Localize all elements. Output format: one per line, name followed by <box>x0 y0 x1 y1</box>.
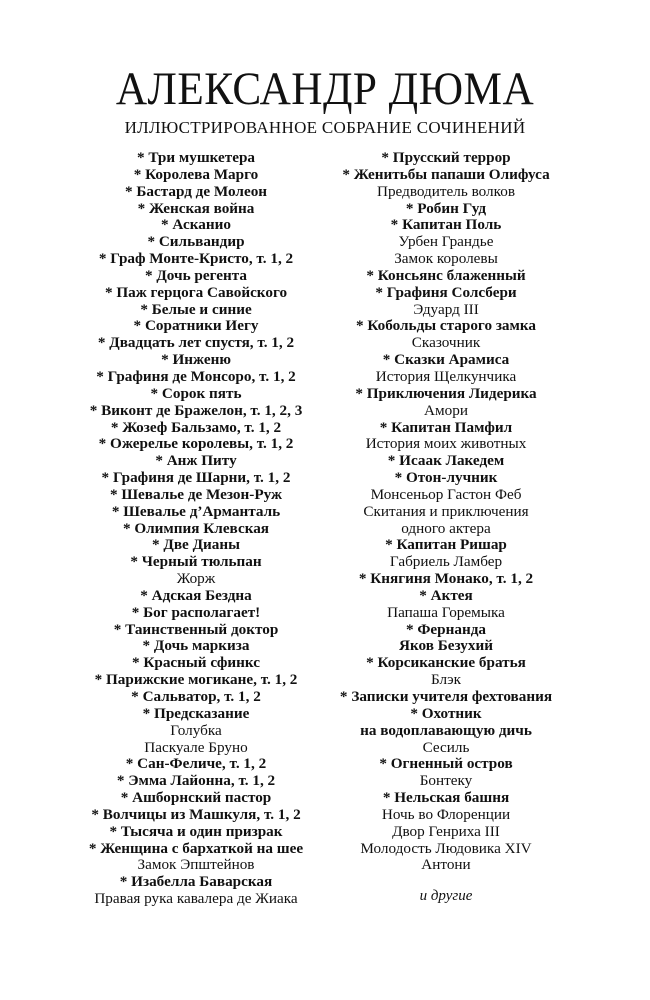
book-title: Яков Безухий <box>399 637 493 655</box>
book-title: Урбен Грандье <box>398 233 494 251</box>
book-title: * Робин Гуд <box>405 199 487 217</box>
book-title: Правая рука кавалера де Жиака <box>94 890 298 908</box>
book-title: Замок Эпштейнов <box>137 856 255 874</box>
book-title: * Капитан Памфил <box>379 418 513 436</box>
collection-subtitle: ИЛЛЮСТРИРОВАННОЕ СОБРАНИЕ СОЧИНЕНИЙ <box>124 118 526 137</box>
book-title: * Кобольды старого замка <box>355 317 536 335</box>
book-title: * Консьянс блаженный <box>366 266 526 284</box>
book-title: * Сильвандир <box>147 233 245 251</box>
book-title: * Бог располагает! <box>131 603 261 621</box>
book-title: Предводитель волков <box>377 182 515 200</box>
book-title: * Нельская башня <box>382 789 510 807</box>
book-title: одного актера <box>401 519 491 537</box>
book-title: * Бастард де Молеон <box>124 182 268 200</box>
book-title: Сесиль <box>422 738 470 756</box>
book-title: Ночь во Флоренции <box>381 805 511 823</box>
book-title: Антони <box>421 856 471 874</box>
book-title: * Записки учителя фехтования <box>339 688 553 705</box>
book-title: История Щелкунчика <box>375 367 517 385</box>
book-title: * Сорок пять <box>150 384 242 402</box>
book-title: Скитания и приключения <box>363 502 529 520</box>
book-title: * Огненный остров <box>379 755 513 773</box>
book-title: * Ашборнский пастор <box>120 789 272 807</box>
book-title: * Графиня де Монсоро, т. 1, 2 <box>96 367 296 385</box>
book-title: * Эмма Лайонна, т. 1, 2 <box>116 772 276 790</box>
book-title: Бонтеку <box>419 772 473 790</box>
book-title: * Граф Монте-Кристо, т. 1, 2 <box>98 250 294 268</box>
book-title: Замок королевы <box>394 250 498 268</box>
book-title: * Сан-Феличе, т. 1, 2 <box>125 755 267 773</box>
book-title: Паскуале Бруно <box>144 738 248 756</box>
book-title: * Жозеф Бальзамо, т. 1, 2 <box>110 418 282 436</box>
book-title: * Ожерелье королевы, т. 1, 2 <box>98 435 294 453</box>
book-title: * Графиня Солсбери <box>375 283 517 301</box>
book-title: Эдуард III <box>413 300 479 318</box>
book-title: * Приключения Лидерика <box>355 384 537 402</box>
book-title: * Женская война <box>137 199 255 217</box>
book-title: * Паж герцога Савойского <box>104 283 288 301</box>
book-title: История моих животных <box>365 435 527 453</box>
book-title: на водоплавающую дичь <box>360 721 532 739</box>
book-title: * Адская Бездна <box>140 586 252 604</box>
author-title: АЛЕКСАНДР ДЮМА <box>115 63 535 115</box>
book-title: * Шевалье де Мезон-Руж <box>109 485 283 503</box>
book-title: * Анж Питу <box>155 452 237 470</box>
book-title: * Тысяча и один призрак <box>109 822 283 840</box>
book-title: * Дочь регента <box>144 266 248 284</box>
book-title: Двор Генриха III <box>392 822 500 840</box>
book-title: * Соратники Иегу <box>133 317 259 335</box>
book-title: * Сказки Арамиса <box>382 351 510 369</box>
book-title: * Предсказание <box>142 704 250 722</box>
book-title: * Княгиня Монако, т. 1, 2 <box>358 570 534 588</box>
book-title: * Олимпия Клевская <box>122 519 270 537</box>
book-title: Блэк <box>431 671 461 689</box>
book-title: * Белые и синие <box>140 300 252 318</box>
book-title: * Капитан Ришар <box>385 536 507 554</box>
book-title: * Капитан Поль <box>390 216 502 234</box>
book-title: * Волчицы из Машкуля, т. 1, 2 <box>91 805 301 823</box>
book-title: * Асканио <box>161 216 231 234</box>
book-title: * Две Дианы <box>152 536 240 554</box>
book-title: * Двадцать лет спустя, т. 1, 2 <box>97 334 295 352</box>
book-title: * Корсиканские братья <box>366 654 526 672</box>
book-title: * Красный сфинкс <box>131 654 260 672</box>
book-title: * Таинственный доктор <box>113 620 279 638</box>
book-title: Жорж <box>176 570 216 588</box>
and-others-note: и другие <box>419 888 473 904</box>
book-title: * Черный тюльпан <box>130 553 262 571</box>
book-title: * Актея <box>419 586 473 604</box>
book-title: * Женщина с бархаткой на шее <box>88 839 304 857</box>
book-title: Габриель Ламбер <box>389 553 503 571</box>
book-title: Голубка <box>170 721 222 739</box>
book-title: * Исаак Лакедем <box>387 452 505 470</box>
book-title: Молодость Людовика XIV <box>360 839 532 857</box>
book-title: * Графиня де Шарни, т. 1, 2 <box>101 469 291 487</box>
book-title: * Инженю <box>161 351 231 369</box>
book-title: * Отон-лучник <box>394 469 498 487</box>
left-title-list <box>68 150 324 908</box>
book-title: Сказочник <box>411 334 481 352</box>
book-title: * Охотник <box>410 704 482 722</box>
book-title: * Королева Марго <box>133 165 259 183</box>
book-title: Амори <box>424 401 468 419</box>
book-title: * Дочь маркиза <box>142 637 250 655</box>
book-title: * Сальватор, т. 1, 2 <box>131 688 261 705</box>
book-title: Папаша Горемыка <box>387 603 505 621</box>
book-title: * Три мушкетера <box>136 149 256 166</box>
book-title: * Изабелла Баварская <box>119 873 273 891</box>
book-title: * Фернанда <box>406 620 486 638</box>
book-title: * Шевалье д’Арманталь <box>111 502 281 520</box>
book-title: * Виконт де Бражелон, т. 1, 2, 3 <box>89 401 303 419</box>
book-title: * Прусский террор <box>381 149 511 166</box>
right-title-list <box>318 150 574 874</box>
book-title: * Женитьбы папаши Олифуса <box>342 165 550 183</box>
book-title: Монсеньор Гастон Феб <box>370 485 522 503</box>
book-title: * Парижские могикане, т. 1, 2 <box>94 671 298 689</box>
